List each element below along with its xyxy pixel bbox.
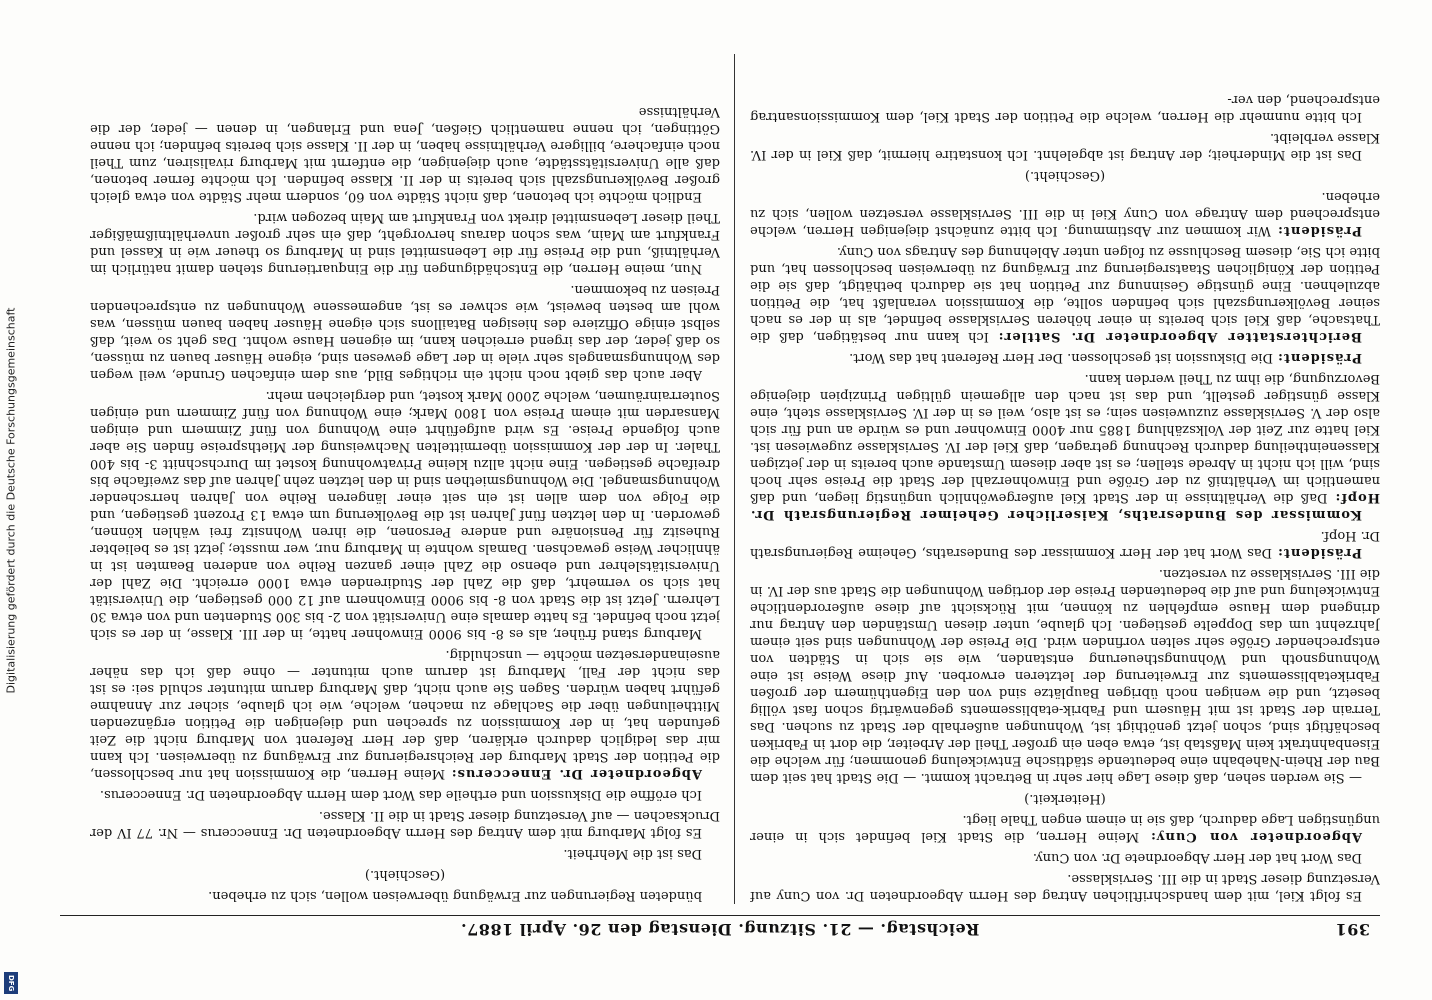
paragraph <box>750 565 1380 786</box>
paragraph-text: Ich bitte nunmehr die Herren, welche die Petition der Stadt Kiel, dem Kommissionsantrag entsprechend, den ver- <box>750 92 1380 124</box>
paragraph-text: Marburg stand früher, als es 8- bis 9000 Einwohner hatte, in der III. Klasse, in der es sich jetzt noch befindet. Es hatte damals eine Universität von 2- bis 300 Studenten und von etwa 30 Lehrern. Jetzt ist die Stadt von 8- bis 9000 Einwohnern auf 12 000 gestiegen, die Universität hat sich so vermehrt, daß die Zahl der Studirenden etwa 1000 erreicht. Die Zahl der Universitätslehrer und ebenso die Zahl einer ganzen Reihe von anderen Beamten ist in ähnlicher Weise gewachsen. Damals wohnte in Marburg nur, wer musste; jetzt ist es beliebter Ruhesitz für Pensionäre und andere Personen, die ihren Wohnsitz frei wählen können, geworden. In den letzten fünf Jahren ist die Bevölkerung um etwa 13 Prozent gestiegen, und die Folge von dem allen ist ein seit einer längeren Reihe von Jahren herrschender Wohnungsmangel. Die Wohnungsmiethen sind in den letzten zehn Jahren auf das zweifache bis dreifache gestiegen. Eine nicht allzu kleine Privatwohnung kostet im Durchschnitt 3- bis 400 Thaler. In der der Kommission übermittelten Nachweisung der Miethspreise finden Sie aber auch folgende Preise. Es wird aufgeführt eine Wohnung von fünf Zimmern und einigen Mansarden mit einem Preise von 1800 Mark; eine Wohnung von fünf Zimmern und einigen Souterrainräumen, welche 2000 Mark kostet, und dergleichen mehr. <box>90 388 720 641</box>
paragraph-text: Das ist die Mehrheit. <box>563 846 702 861</box>
paragraph <box>750 370 1380 523</box>
paragraph-text: Das ist die Minderheit; der Antrag ist abgelehnt. Ich konstatire hiermit, daß Kiel in der IV. Klasse verbleibt. <box>750 130 1380 162</box>
paragraph <box>750 527 1380 561</box>
paragraph <box>750 243 1380 345</box>
paragraph-text: Ich eröffne die Diskussion und ertheile das Wort dem Herrn Abgeordneten Dr. Enneccerus. <box>99 787 702 802</box>
paragraph <box>750 91 1380 125</box>
paragraph-text: Das Wort hat der Herr Kommissar des Bundesraths, Geheime Regierungsrath Dr. Hopf. <box>750 528 1380 560</box>
running-title: Reichstag. — 21. Sitzung. Dienstag den 26. April 1887. <box>460 920 980 939</box>
paragraph <box>90 281 720 383</box>
paragraph <box>750 188 1380 239</box>
paragraph <box>750 129 1380 163</box>
paragraph-text: Endlich möchte ich betonen, daß nicht Städte von 60, sondern mehr Städte von etwa gleich großer Bevölkerungszahl sich bereits in der II. Klasse befinden. Ich möchte ferner betonen, daß alle Universitätsstädte, auch diejenigen, die entfernt mit Marburg rivalisiren, zum Theil noch einfachere, billigere Verhältnisse haben, in der II. Klasse sich bereits befinden; ich nenne Göttingen, ich nenne namentlich Gießen, Jena und Erlangen, in denen — jeder, der die Verhältnisse <box>90 104 720 204</box>
paragraph-text: Meine Herren, die Kommission hat nur beschlossen, die Petition der Stadt Marburg der Reichsregierung zur Erwägung zu überweisen. Ich kann mir das lediglich dadurch erklären, daß der Herr Referent von Marburg nicht die Zeit gefunden hat, in der Kommission zu sprechen und diejenigen die Petition ergänzenden Mittheilungen über die Sachlage zu machen, welche, wie ich glaube, sicher zur Annahme geführt haben würden. Sagen Sie auch nicht, daß Marburg darum mitunter schuld sei: es ist das nicht der Fall, Marburg ist darum auch mitunter — ohne daß ich das näher auseinandersetzen möchte — unschuldig. <box>90 647 720 781</box>
paragraph-text: Das Wort hat der Herr Abgeordnete Dr. von Cuny. <box>1032 850 1362 865</box>
paragraph-text: Es folgt Kiel, mit dem handschriftlichen Antrag des Herrn Abgeordneten Dr. von Cuny auf Versetzung dieser Stadt in die III. Servisklasse. <box>750 871 1380 903</box>
paragraph <box>90 103 720 205</box>
paragraph <box>750 811 1380 845</box>
paragraph <box>90 887 720 904</box>
page-number: 391 <box>1335 920 1370 939</box>
speaker-name: Berichterstatter Abgeordneter Dr. Sattler: <box>997 329 1362 344</box>
right-column <box>90 54 720 904</box>
stage-direction: (Geschieht.) <box>364 867 446 882</box>
paragraph <box>90 209 720 277</box>
paragraph <box>90 866 720 883</box>
paragraph <box>750 167 1380 184</box>
paragraph <box>90 807 720 841</box>
funding-note <box>0 0 22 1000</box>
paragraph-text: bündeten Regierungen zur Erwägung überweisen wollen, sich zu erheben. <box>208 888 702 903</box>
paragraph-text: Die Diskussion ist geschlossen. Der Herr Referent hat das Wort. <box>849 350 1273 365</box>
paragraph <box>750 349 1380 366</box>
paragraph-text: Ich kann nur bestätigen, daß die Thatsache, daß Kiel sich bereits in einer höheren Servisklasse befindet, als in der es nach seiner Bevölkerungszahl sich befinden sollte, die Kommission veranlaßt hat, die Petition abzulehnen. Eine günstige Gesinnung zur Petition hat sie dadurch bethätigt, daß sie die Petition der Königlichen Staatsregierung zur Erwägung zu überweisen beschlossen hat, und bitte ich Sie, diesem Beschlusse zu folgen unter Ablehnung des Antrags von Cuny. <box>750 244 1380 344</box>
page-header <box>60 915 1380 950</box>
paragraph-text: Daß die Verhältnisse in der Stadt Kiel außergewöhnlich ungünstig liegen, und daß namentlich im Verhältniß zu der Größe und Einwohnerzahl der Stadt die Preise sehr hoch sind, will ich nicht in Abrede stellen; es ist aber diesem Umstande auch bereits in der jetzigen Klasseneintheilung dadurch Rechnung getragen, daß Kiel der IV. Servisklasse zugewiesen ist. Kiel hatte zur Zeit der Volkszählung 1885 nur 4000 Einwohner und es würde an und für sich also der V. Servisklasse zuzuweisen sein; es ist also, weil es in der IV. Servisklasse steht, eine Klasse günstiger gestellt, und das ist nach den allgemein gültigen Prinzipien diejenige Bevorzugung, die ihm zu Theil werden kann. <box>750 371 1380 505</box>
left-column <box>750 54 1380 904</box>
paragraph-text: — Sie werden sehen, daß diese Lage hier sehr in Betracht kommt. — Die Stadt hat seit dem Bau der Rhein-Nahebahn eine bedeutende städtische Entwickelung genommen; für welche die Eisenbahntrakt kein Maßstab ist, etwa eben ein großer Theil der Arbeiter, die dort in Fabriken beschäftigt sind, schon jetzt genöthigt ist, Wohnungen außerhalb der Stadt zu suchen. Das Terrain der Stadt ist mit Häusern und Fabrik-etablissements gegenwärtig schon fast völlig besetzt, und die wenigen noch übrigen Bauplätze sind von den Eigenthümern der großen Fabriketablissements zur Erweiterung der letzteren erworben. Auf diese Weise ist eine Wohnungsnoth und Wohnungstheuerung entstanden, wie sie sich in Städten von entsprechender Größe sehr selten vorfinden wird. Die Preise der Wohnungen sind seit einem Jahrzehnt um das Doppelte gestiegen. Ich glaube, unter diesen Umständen den Antrag nur dringend dem Hause empfehlen zu können, mit Rücksicht auf diese außerordentliche Entwickelung und auf die bedeutenden Preise der dortigen Wohnungen die Stadt aus der IV. in die III. Servisklasse zu versetzen. <box>750 566 1380 785</box>
paragraph <box>90 845 720 862</box>
paragraph <box>750 849 1380 866</box>
paragraph-text: Meine Herren, die Stadt Kiel befindet sich in einer ungünstigen Lage dadurch, daß sie in einem engen Thale liegt. <box>750 812 1380 844</box>
speaker-name: Präsident: <box>1277 545 1362 560</box>
paragraph <box>90 387 720 642</box>
speaker-name: Präsident: <box>1277 350 1362 365</box>
paragraph <box>750 790 1380 807</box>
paragraph <box>90 646 720 782</box>
column-divider <box>734 54 735 904</box>
funding-text: Digitalisierung gefördert durch die Deutsche Forschungsgemeinschaft <box>4 307 18 693</box>
speaker-name: Kommissar des Bundesraths, Kaiserlicher Geheimer Regierungsrath Dr. Hopf: <box>750 490 1380 522</box>
paragraph-text: Wir kommen zur Abstimmung. Ich bitte zunächst diejenigen Herren, welche entsprechend dem Antrage von Cuny Kiel in die III. Servisklasse versetzen wollen, sich zu erheben. <box>750 189 1380 238</box>
paragraph <box>90 786 720 803</box>
paragraph-text: Es folgt Marburg mit dem Antrag des Herrn Abgeordneten Dr. Enneccerus — Nr. 77 IV der Drucksachen — auf Versetzung dieser Stadt in die II. Klasse. <box>90 808 720 840</box>
speaker-name: Präsident: <box>1277 223 1362 238</box>
paragraph <box>750 870 1380 904</box>
dfg-logo: DFG <box>4 972 18 994</box>
speaker-name: Abgeordneter Dr. Enneccerus: <box>450 766 702 781</box>
speaker-name: Abgeordneter von Cuny: <box>1150 829 1362 844</box>
stage-direction: (Heiterkeit.) <box>1024 791 1106 806</box>
paragraph-text: Nun, meine Herren, die Entschädigungen für die Einquartierung stehen damit natürlich im Verhältniß, und die Preise für die Lebensmittel sind in Marburg so theuer wie in Kassel und Frankfurt am Main, was schon daraus hervorgeht, daß ein sehr großer unverhältnißmäßiger Theil dieser Lebensmittel direkt von Frankfurt am Main bezogen wird. <box>90 210 720 276</box>
rotated-page-content <box>60 50 1380 950</box>
paragraph-text: Aber auch das giebt noch nicht ein richtiges Bild, aus dem einfachen Grunde, weil wegen des Wohnungsmangels sehr viele in der Lage gewesen sind, eigene Häuser bauen zu müssen, so daß jeder, der das irgend erreichen kann, im eigenen Hause wohnt. Das geht so weit, daß selbst einige Offiziere des hiesigen Bataillons sich eigene Häuser haben bauen müssen, was wohl am besten beweist, wie schwer es ist, angemessene Wohnungen zu entsprechenden Preisen zu bekommen. <box>90 282 720 382</box>
stage-direction: (Geschieht.) <box>1024 168 1106 183</box>
